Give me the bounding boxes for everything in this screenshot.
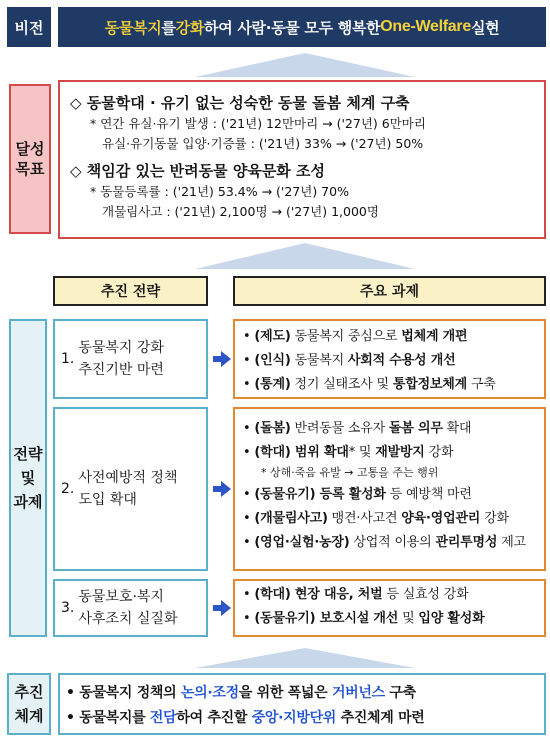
task-text-segment: 및 [398, 611, 419, 626]
task-text-segment: 입양 활성화 [418, 611, 485, 626]
task-text-segment: 제고 [497, 535, 526, 550]
goals-box [58, 80, 546, 239]
strategy-box-1 [53, 319, 208, 399]
task-item: • (학대) 범위 확대* 및 재발방지 강화 [243, 445, 454, 460]
strategy-section-label [9, 319, 47, 637]
task-text-segment: 등 실효성 강화 [382, 587, 469, 602]
task-text-segment: 강화 [480, 511, 509, 526]
governance-item: • 동물복지를 전담하여 추진할 중앙·지방단위 추진체계 마련 [66, 710, 425, 726]
goal-title: ◇ 동물학대 · 유기 없는 성숙한 동물 돌봄 체계 구축 [70, 94, 410, 112]
right-arrow-icon [213, 351, 231, 367]
goals-label-line: 달성 [15, 140, 45, 158]
task-text-segment: 구축 [467, 377, 496, 392]
task-parts [291, 445, 454, 460]
task-text-segment: 법체계 개편 [401, 329, 468, 344]
task-text-segment: 관리투명성 [435, 535, 498, 550]
governance-label-line: 체계 [14, 707, 44, 725]
strategy-box-2 [53, 407, 208, 571]
strategy-label-line: 과제 [13, 493, 43, 511]
governance-item: • 동물복지 정책의 논의·조정을 위한 폭넓은 거버넌스 구축 [66, 685, 416, 701]
goal-detail: 유실·유기동물 입양·기증률 : ('21년) 33% → ('27년) 50% [102, 136, 424, 151]
strategy-title-line: 추진기반 마련 [78, 362, 164, 378]
task-box-3 [233, 579, 546, 637]
strategy-title-line: 사전예방적 정책 [78, 470, 178, 486]
up-chevron-arrow-icon [195, 53, 415, 77]
task-parts [291, 421, 472, 436]
task-text-segment: 동물복지 중심으로 [290, 329, 402, 344]
goal-detail: * 연간 유실·유기 발생 : ('21년) 12만마리 → ('27년) 6만마리 [90, 116, 426, 131]
strategy-box-3 [53, 579, 208, 637]
task-box-2 [233, 407, 546, 571]
strategy-label-line: 및 [20, 469, 36, 487]
task-text-segment: 양육·영업관리 [401, 511, 481, 526]
task-text-segment: 동물복지 [290, 353, 348, 368]
vision-banner [58, 7, 546, 47]
task-text-segment: 맹견·사고견 [327, 511, 402, 526]
task-parts [350, 535, 526, 550]
vision-keyword-strengthen: 강화 [175, 18, 205, 37]
vision-text: 하여 사람·동물 모두 행복한 [204, 18, 381, 37]
task-text-segment: 강화 [424, 445, 454, 460]
task-parts [291, 329, 468, 344]
task-footnote: * 상해·죽음 유발 → 고통을 주는 행위 [261, 466, 439, 479]
task-text-segment: 정기 실태조사 및 [290, 377, 393, 392]
strategy-number: 3. [61, 600, 75, 616]
right-arrow-icon [213, 600, 231, 616]
task-text-segment: 사회적 수용성 개선 [347, 353, 456, 368]
task-parts [328, 511, 509, 526]
strategy-number: 1. [61, 351, 75, 367]
task-item: • (인식) 동물복지 사회적 수용성 개선 [243, 353, 456, 368]
task-text-segment: 확대 [442, 421, 472, 436]
task-text-segment: 현장 대응, 처벌 [290, 587, 383, 602]
strategy-label-line: 전략 [13, 445, 43, 463]
up-chevron-arrow-icon [195, 243, 415, 269]
strategy-title-line: 동물보호·복지 [78, 589, 164, 605]
task-item: • (개물림사고) 맹견·사고견 양육·영업관리 강화 [243, 511, 509, 526]
tasks-header: 주요 과제 [233, 276, 546, 306]
task-item: • (통계) 정기 실태조사 및 통합정보체계 구축 [243, 377, 496, 392]
task-text-segment: 등 예방책 마련 [385, 487, 472, 502]
task-item: • (학대) 현장 대응, 처벌 등 실효성 강화 [243, 587, 469, 602]
task-text-segment: 통합정보체계 [392, 377, 468, 392]
vision-label: 비전 [7, 7, 51, 47]
task-text-segment: 반려동물 소유자 [290, 421, 389, 436]
task-text-segment: 재발방지 [375, 445, 425, 460]
strategy-header: 추진 전략 [53, 276, 208, 306]
goals-label [9, 84, 51, 234]
task-parts [315, 487, 471, 502]
task-parts [291, 587, 469, 602]
strategy-title-line: 사후조치 실질화 [78, 611, 178, 627]
strategy-title-line: 도입 확대 [78, 492, 137, 508]
task-item: • (영업·실험·농장) 상업적 이용의 관리투명성 제고 [243, 535, 526, 550]
goal-detail: * 동물등록률 : ('21년) 53.4% → ('27년) 70% [90, 184, 349, 199]
task-parts [291, 353, 456, 368]
vision-text: 를 [161, 18, 176, 37]
vision-keyword-one-welfare: One-Welfare [380, 18, 471, 35]
up-chevron-arrow-icon [195, 648, 415, 668]
task-text-segment: 범위 확대 [290, 445, 349, 460]
task-item: • (돌봄) 반려동물 소유자 돌봄 의무 확대 [243, 421, 472, 436]
strategy-number: 2. [61, 481, 75, 497]
task-text-segment: 상업적 이용의 [349, 535, 436, 550]
task-text-segment: * 및 [348, 445, 376, 460]
task-parts [315, 611, 484, 626]
task-text-segment: 등록 활성화 [315, 487, 386, 502]
goal-title: ◇ 책임감 있는 반려동물 양육문화 조성 [70, 162, 325, 180]
strategy-title-line: 동물복지 강화 [78, 340, 164, 356]
task-parts [291, 377, 496, 392]
task-text-segment: 돌봄 의무 [388, 421, 443, 436]
goals-label-line: 목표 [15, 160, 45, 178]
task-item: • (동물유기) 등록 활성화 등 예방책 마련 [243, 487, 472, 502]
governance-label [7, 673, 51, 735]
task-box-1 [233, 319, 546, 399]
task-item: • (제도) 동물복지 중심으로 법체계 개편 [243, 329, 468, 344]
task-text-segment: 보호시설 개선 [315, 611, 399, 626]
vision-keyword-welfare: 동물복지 [104, 18, 162, 37]
governance-box [58, 673, 546, 735]
governance-label-line: 추진 [14, 683, 44, 701]
goal-detail: 개물림사고 : ('21년) 2,100명 → ('27년) 1,000명 [102, 204, 379, 219]
vision-text: 실현 [470, 18, 500, 37]
right-arrow-icon [213, 481, 231, 497]
task-item: • (동물유기) 보호시설 개선 및 입양 활성화 [243, 611, 485, 626]
